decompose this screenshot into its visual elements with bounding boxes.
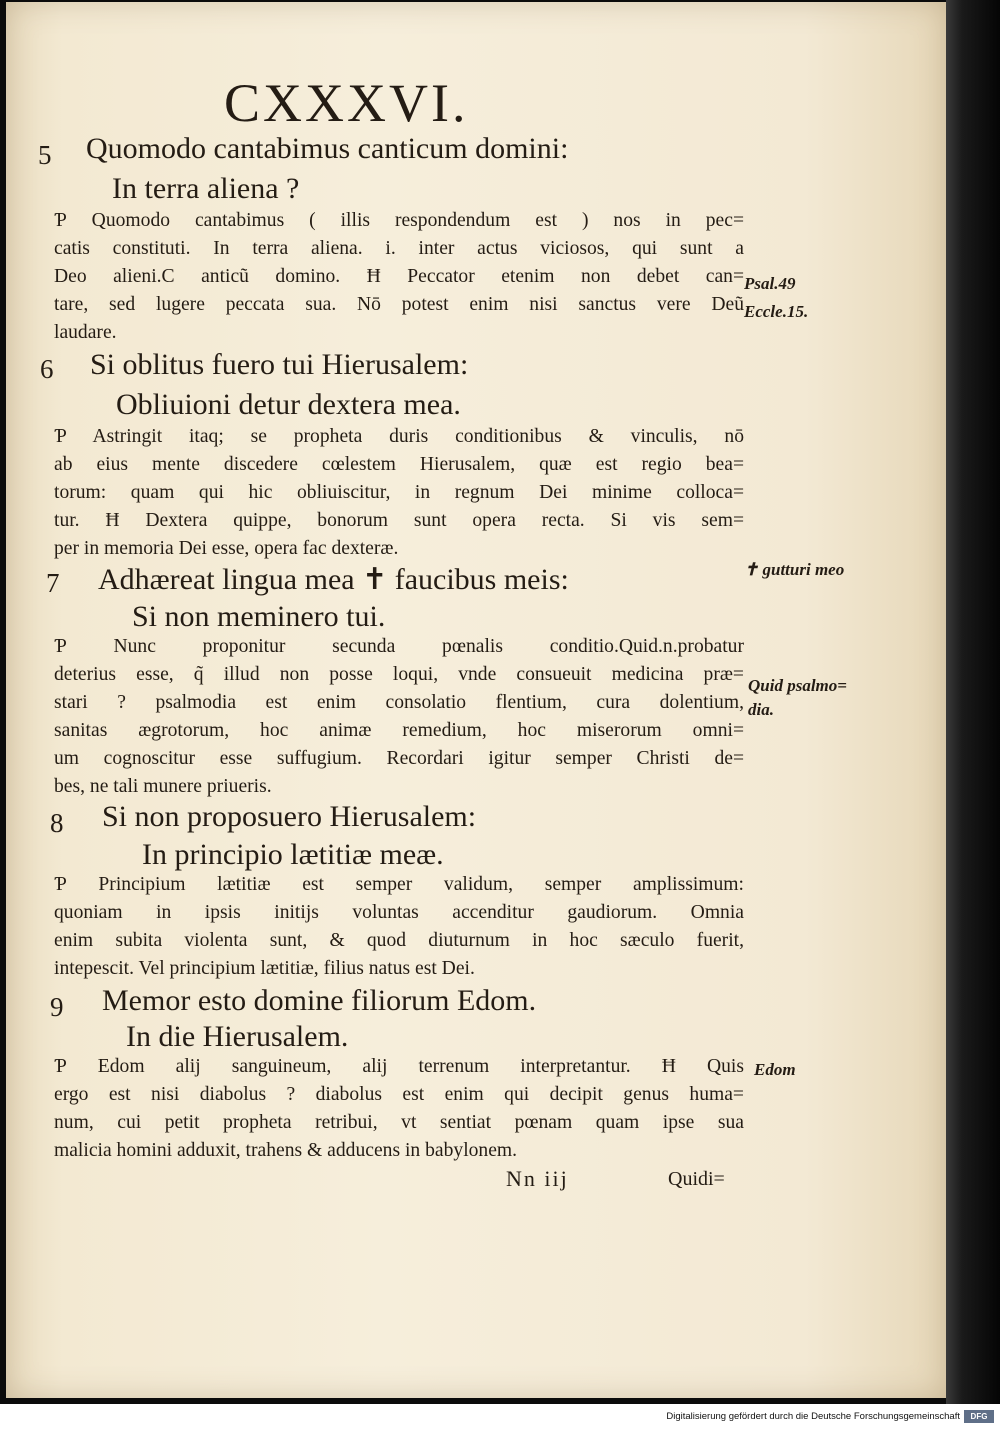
commentary-line: Ƥ Principium lætitiæ est semper validum, semper amplissimum:	[54, 874, 744, 895]
commentary-line: num, cui petit propheta retribui, vt sentiat pœnam quam ipse sua	[54, 1112, 744, 1133]
signature-mark: Nn iij	[506, 1166, 569, 1191]
commentary-line: enim subita violenta sunt, & quod diuturnum in hoc sæculo fuerit,	[54, 930, 744, 951]
commentary-line: um cognoscitur esse suffugium. Recordari igitur semper Christi de=	[54, 748, 744, 769]
commentary-line: laudare.	[54, 322, 117, 343]
footer-credit: Digitalisierung gefördert durch die Deutsche Forschungsgemeinschaft	[666, 1411, 960, 1422]
footer-bar	[0, 1404, 1000, 1429]
verse-line: Adhæreat lingua mea ✝ faucibus meis:	[98, 563, 569, 596]
margin-note: Psal.49	[744, 274, 796, 293]
dfg-logo: DFG	[964, 1410, 994, 1423]
verse-number: 6	[40, 354, 54, 384]
verse-line: Si non proposuero Hierusalem:	[102, 800, 477, 833]
commentary-line: catis constituti. In terra aliena. i. inter actus viciosos, qui sunt a	[54, 238, 744, 259]
margin-note: ✝ gutturi meo	[744, 560, 845, 579]
commentary-line: Deo alieni.C anticũ domino. Ħ Peccator etenim non debet can=	[54, 266, 744, 287]
commentary-line: tare, sed lugere peccata sua. Nō potest enim nisi sanctus vere Deũ	[54, 294, 744, 315]
margin-note: Edom	[754, 1060, 796, 1079]
verse-number: 5	[38, 140, 52, 170]
commentary-line: Ƥ Quomodo cantabimus ( illis respondendum est ) nos in pec=	[54, 210, 744, 231]
commentary-line: sanitas ægrotorum, hoc animæ remedium, hoc miserorum omni=	[54, 720, 744, 741]
commentary-line: Ƥ Edom alij sanguineum, alij terrenum interpretantur. Ħ Quis	[54, 1056, 744, 1077]
verse-line: In terra aliena ?	[112, 172, 300, 205]
commentary-line: deterius esse, q̃ illud non posse loqui, vnde consueuit medicina præ=	[54, 664, 744, 685]
commentary-line: torum: quam qui hic obliuiscitur, in regnum Dei minime colloca=	[54, 482, 744, 503]
verse-line: Quomodo cantabimus canticum domini:	[86, 132, 569, 165]
commentary-line: malicia homini adduxit, trahens & adducens in babylonem.	[54, 1140, 518, 1161]
commentary-line: quoniam in ipsis initijs voluntas accenditur gaudiorum. Omnia	[54, 902, 744, 923]
catchword: Quidi=	[668, 1168, 725, 1190]
verse-number: 9	[50, 992, 64, 1022]
margin-note: Quid psalmo=	[748, 676, 847, 695]
commentary-line: per in memoria Dei esse, opera fac dexteræ.	[54, 538, 399, 559]
verse-line: Memor esto domine filiorum Edom.	[102, 984, 537, 1017]
commentary-line: stari ? psalmodia est enim consolatio flentium, cura dolentium,	[54, 692, 744, 713]
book-page	[6, 2, 946, 1398]
commentary-line: intepescit. Vel principium lætitiæ, filius natus est Dei.	[54, 958, 475, 979]
verse-line: In die Hierusalem.	[126, 1020, 349, 1053]
verse-line: Obliuioni detur dextera mea.	[116, 388, 461, 421]
commentary-line: bes, ne tali munere priueris.	[54, 776, 272, 797]
verse-line: Si non meminero tui.	[132, 600, 386, 633]
commentary-line: Ƥ Astringit itaq; se propheta duris conditionibus & vinculis, nō	[54, 426, 744, 447]
margin-note: dia.	[748, 700, 774, 719]
margin-note: Eccle.15.	[744, 302, 809, 321]
verse-line: In principio lætitiæ meæ.	[142, 838, 444, 871]
verse-number: 8	[50, 808, 64, 838]
verse-line: Si oblitus fuero tui Hierusalem:	[90, 348, 469, 381]
page-edge	[946, 0, 1000, 1404]
commentary-line: Ƥ Nunc proponitur secunda pœnalis conditio.Quid.n.probatur	[54, 636, 744, 657]
page-heading: CXXXVI.	[224, 73, 469, 133]
verse-number: 7	[46, 568, 60, 598]
commentary-line: ab eius mente discedere cœlestem Hierusalem, quæ est regio bea=	[54, 454, 744, 475]
commentary-line: ergo est nisi diabolus ? diabolus est enim qui decipit genus huma=	[54, 1084, 744, 1105]
commentary-line: tur. Ħ Dextera quippe, bonorum sunt opera recta. Si vis sem=	[54, 510, 744, 531]
